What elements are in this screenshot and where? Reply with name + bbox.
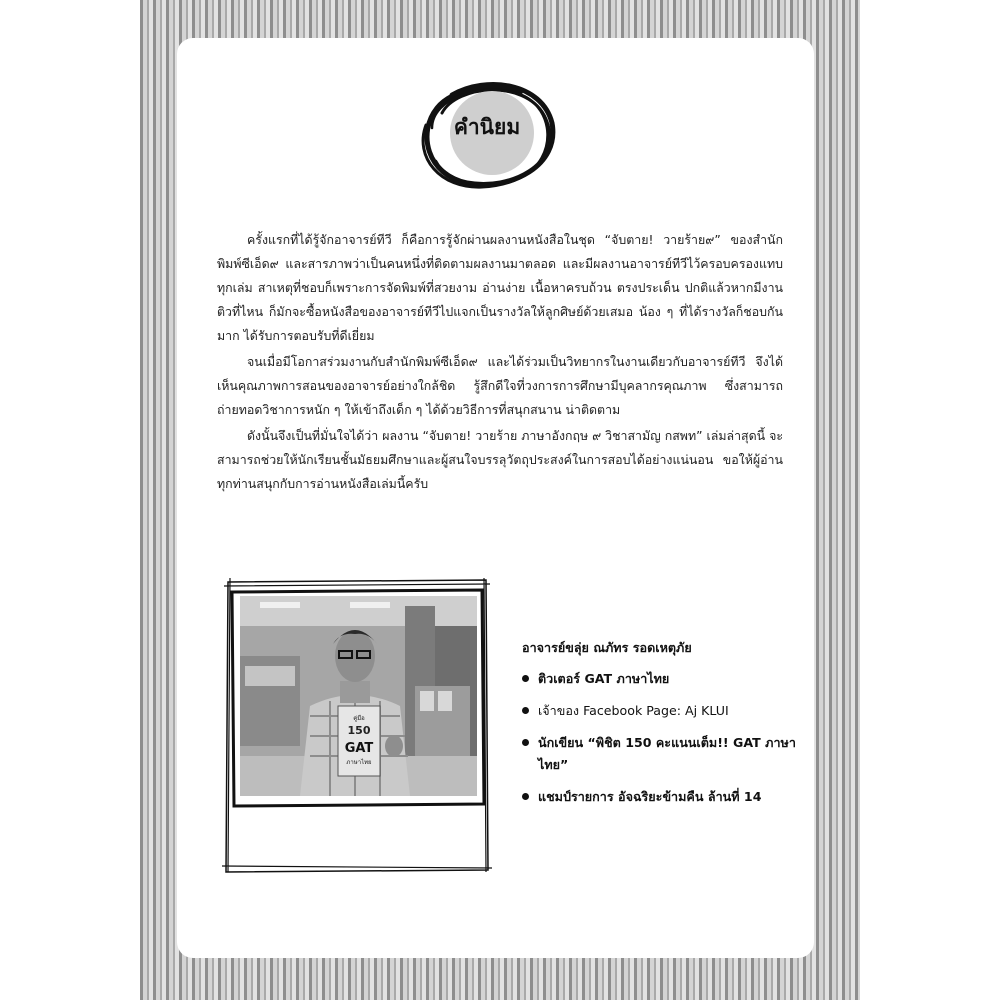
bio-item-text: ติวเตอร์ GAT ภาษาไทย (538, 671, 670, 686)
page-card (177, 38, 814, 958)
bullet-icon (522, 739, 529, 746)
list-item (522, 668, 802, 690)
bullet-icon (522, 707, 529, 714)
list-item (522, 700, 802, 722)
list-item (522, 786, 802, 808)
author-bio (522, 638, 802, 818)
bio-item-text: แชมป์รายการ อัจฉริยะข้ามคืน ล้านที่ 14 (538, 789, 762, 804)
author-name: อาจารย์ขลุ่ย ณภัทร รอดเหตุภัย (522, 640, 692, 655)
title-badge (412, 73, 562, 193)
bullet-icon (522, 675, 529, 682)
book-top-text: คู่มือ (353, 715, 365, 722)
paragraph: จนเมื่อมีโอกาสร่วมงานกับสำนักพิมพ์ซีเอ็ด๙ และได้ร่วมเป็นวิทยากรในงานเดียวกับอาจารย์ทีวี จึงได้เห็นคุณภาพการสอนของอาจารย์อย่างใกล้ชิด รู้สึกดีใจที่วงการการศึกษามีบุคลากรคุณภาพ ซึ่งสามารถถ่ายทอดวิชาการหนัก ๆ ให้เข้าถึงเด็ก ๆ ได้ด้วยวิธีการที่สนุกสนาน น่าติดตาม (217, 354, 783, 417)
book-gat-text: GAT (344, 741, 374, 756)
photo-frame (222, 578, 492, 873)
author-photo (240, 596, 477, 796)
bio-item-text: เจ้าของ Facebook Page: Aj KLUI (538, 703, 729, 718)
list-item (522, 732, 802, 776)
bio-list (522, 668, 802, 808)
bio-item-text: นักเขียน “พิชิต 150 คะแนนเต็ม!! GAT ภาษาไทย” (538, 735, 796, 772)
author-photo-image (240, 596, 477, 796)
body-text (217, 228, 783, 498)
paragraph: ดังนั้นจึงเป็นที่มั่นใจได้ว่า ผลงาน “จับตาย! วายร้าย ภาษาอังกฤษ ๙ วิชาสามัญ กสพท” เล่มล่าสุดนี้ จะสามารถช่วยให้นักเรียนชั้นมัธยมศึกษาและผู้สนใจบรรลุวัตถุประสงค์ในการสอบได้อย่างแน่นอน ขอให้ผู้อ่านทุกท่านสนุกกับการอ่านหนังสือเล่มนี้ครับ (217, 428, 783, 491)
book-number-text: 150 (347, 724, 371, 737)
book-sub-text: ภาษาไทย (346, 759, 372, 766)
bullet-icon (522, 793, 529, 800)
page-title: คำนิยม (453, 115, 521, 139)
paragraph: ครั้งแรกที่ได้รู้จักอาจารย์ทีวี ก็คือการรู้จักผ่านผลงานหนังสือในชุด “จับตาย! วายร้าย๙” ของสำนักพิมพ์ซีเอ็ด๙ และสารภาพว่าเป็นคนหนึ่งที่ติดตามผลงานมาตลอด และมีผลงานอาจารย์ทีวีไว้ครอบครองแทบทุกเล่ม สาเหตุที่ชอบก็เพราะการจัดพิมพ์ที่สวยงาม อ่านง่าย เนื้อหาครบถ้วน ตรงประเด็น ปกติแล้วหากมีงานติวที่ไหน ก็มักจะซื้อหนังสือของอาจารย์ทีวีไปแจกเป็นรางวัลให้ลูกศิษย์ด้วยเสมอ น้อง ๆ ที่ได้รางวัลก็ชอบกันมาก ได้รับการตอบรับที่ดีเยี่ยม (217, 232, 783, 343)
